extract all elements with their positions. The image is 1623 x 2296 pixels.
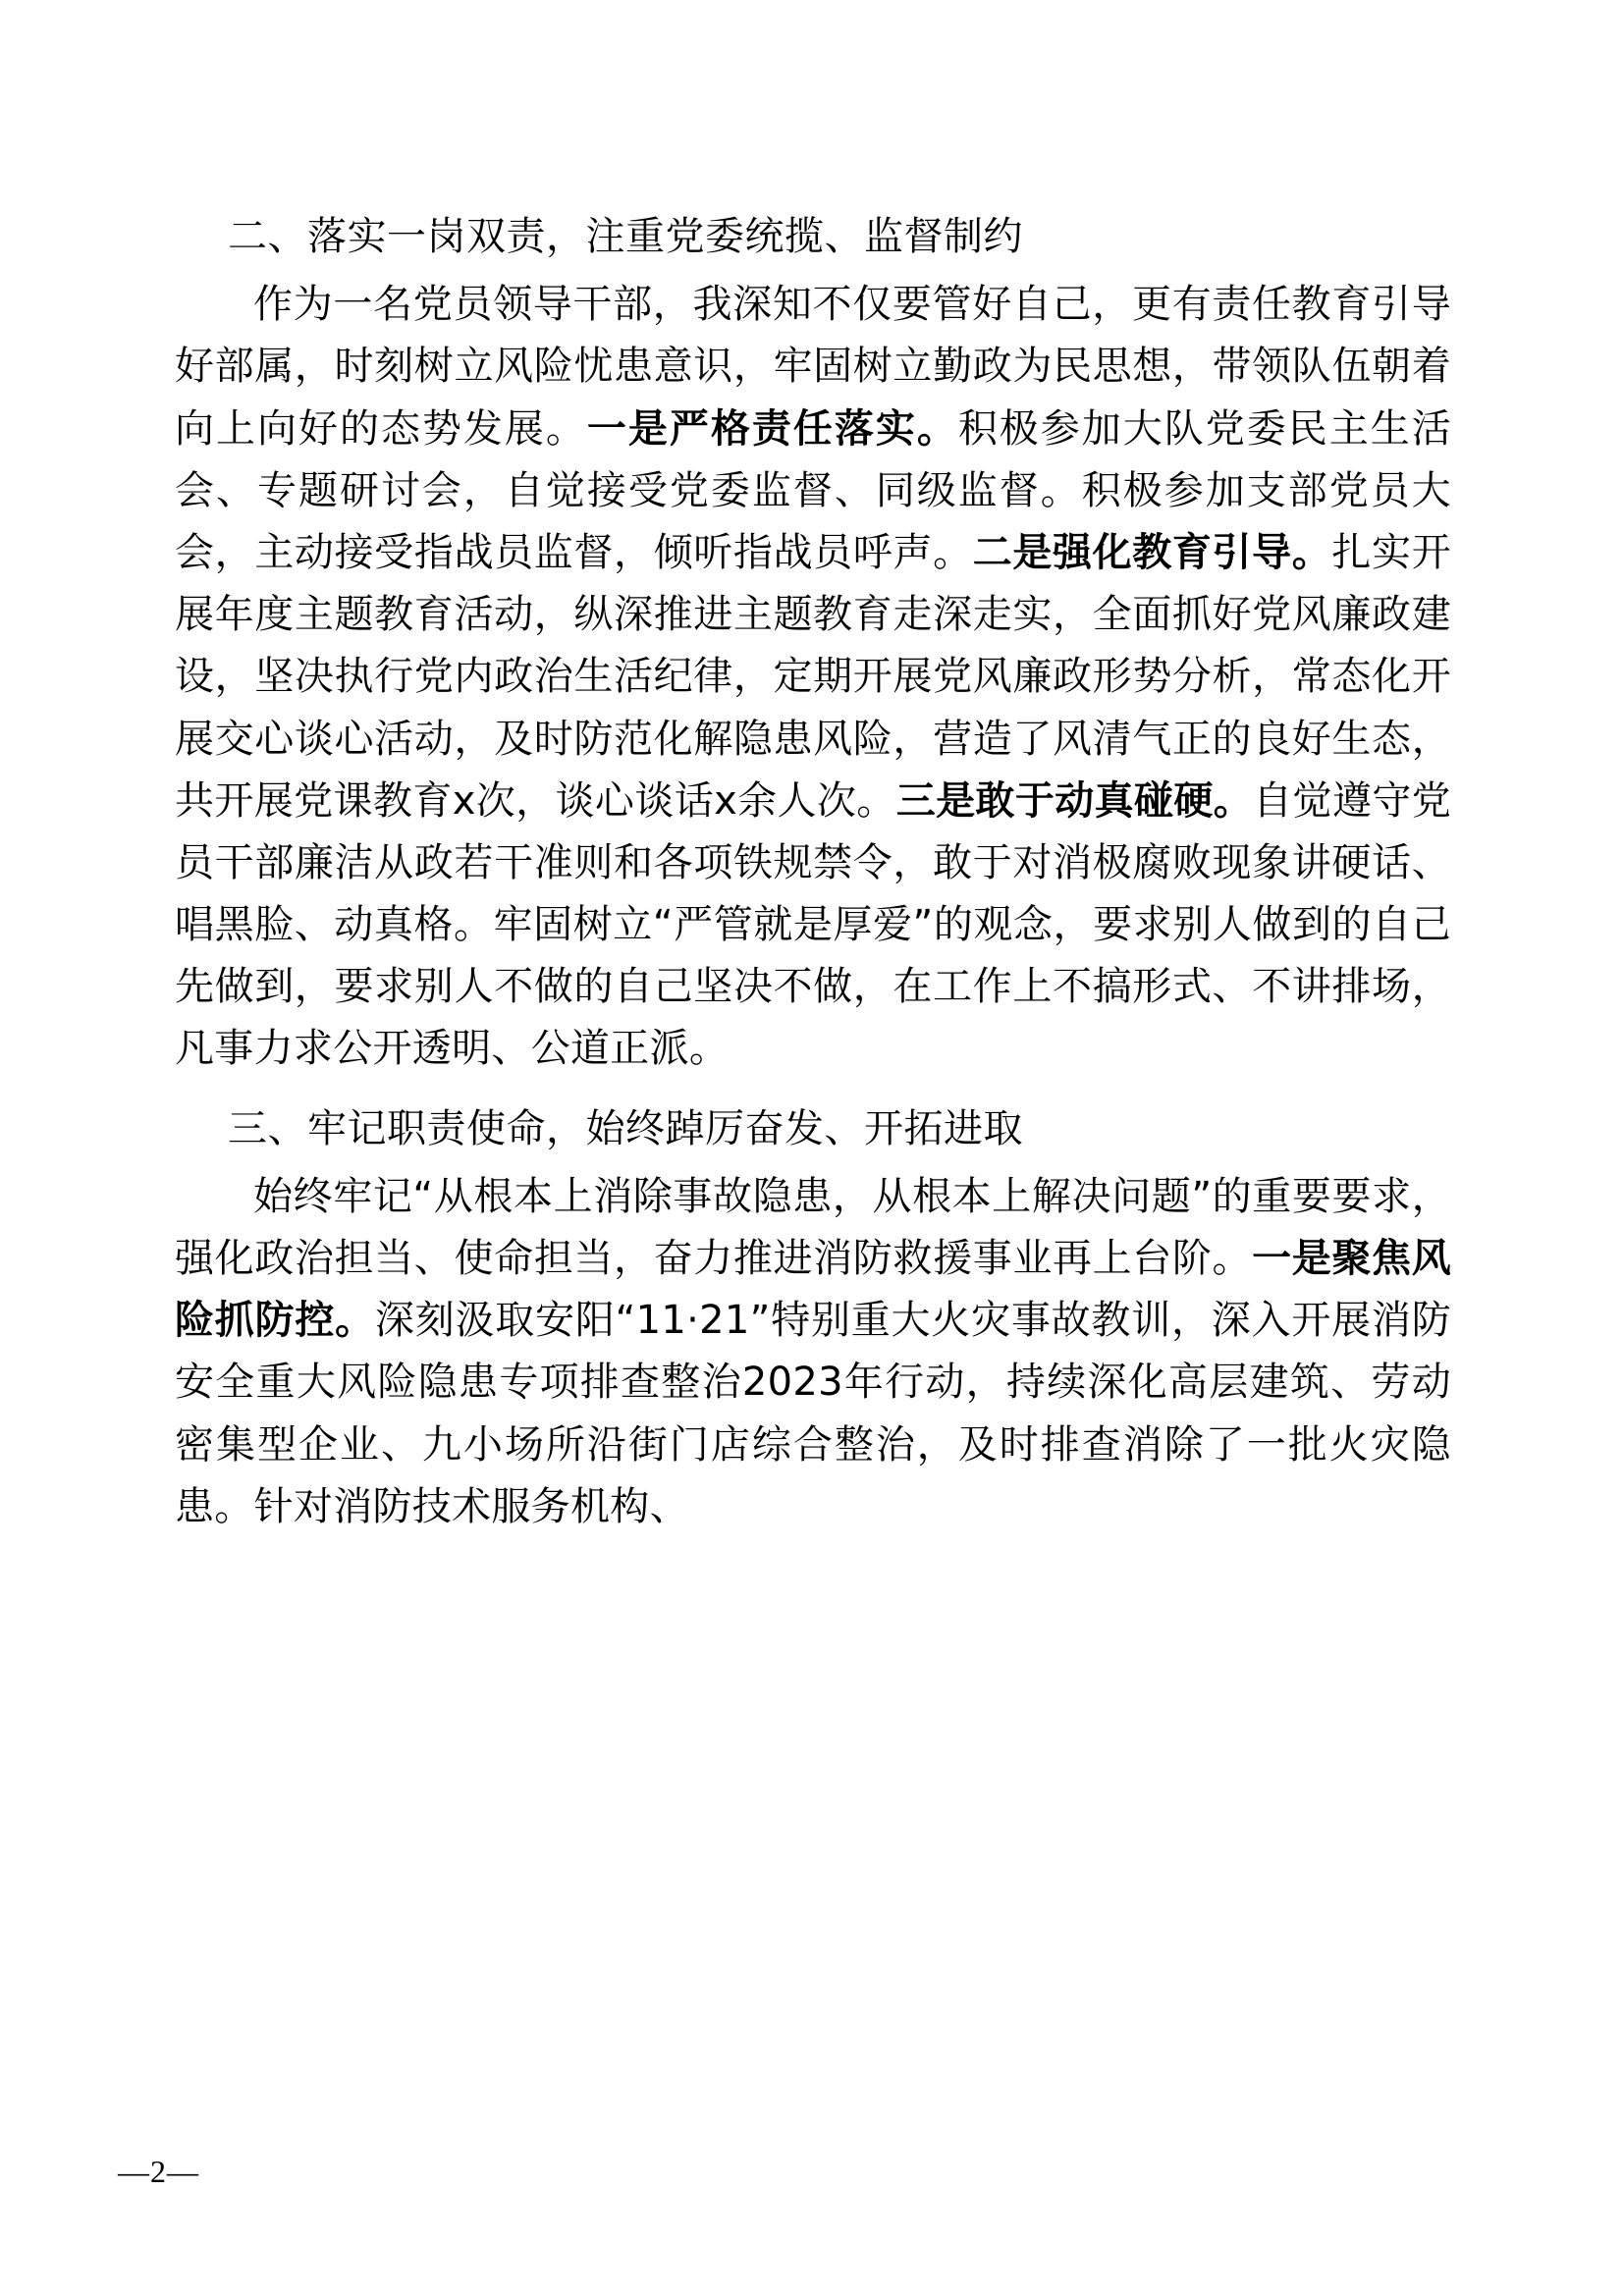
section-paragraph-three xyxy=(175,1166,1451,1538)
document-body xyxy=(175,206,1451,1542)
text-run: 深刻汲取安阳“11·21”特别重大火灾事故教训，深入开展消防安全重大风险隐患专项排查整治2023年行动，持续深化高层建筑、劳动密集型企业、九小场所沿街门店综合整治，及时排查消除了一批火灾隐患。针对消防技术服务机构、 xyxy=(175,1298,1451,1529)
section-paragraph-two xyxy=(175,274,1451,1080)
text-run: 作为一名党员领导干部，我深知不仅要管好自己，更有责任教育引导好部属，时刻树立风险忧患意识，牢固树立勤政为民思想，带领队伍朝着向上向好的态势发展。 xyxy=(175,282,1451,452)
page-number: —2— xyxy=(118,2154,199,2189)
text-run: 自觉遵守党员干部廉洁从政若干准则和各项铁规禁令，敢于对消极腐败现象讲硬话、唱黑脸、动真格。牢固树立“严管就是厚爱”的观念，要求别人做到的自己先做到，要求别人不做的自己坚决不做，在工作上不搞形式、不讲排场，凡事力求公开透明、公道正派。 xyxy=(175,777,1452,1072)
text-run: 扎实开展年度主题教育活动，纵深推进主题教育走深走实，全面抓好党风廉政建设，坚决执行党内政治生活纪律，定期开展党风廉政形势分析，常态化开展交心谈心活动，及时防范化解隐患风险，营造了风清气正的良好生态，共开展党课教育x次，谈心谈话x余人次。 xyxy=(175,529,1451,824)
text-run: 始终牢记“从根本上消除事故隐患，从根本上解决问题”的重要要求，强化政治担当、使命担当，奋力推进消防救援事业再上台阶。 xyxy=(175,1173,1451,1281)
emphasis-run: 一是严格责任落实。 xyxy=(586,405,958,452)
emphasis-run: 一是聚焦风险抓防控。 xyxy=(175,1236,1451,1344)
section-heading-two: 二、落实一岗双责，注重党委统揽、监督制约 xyxy=(228,214,1023,259)
section-spacer xyxy=(175,1085,1451,1098)
emphasis-run: 三是敢于动真碰硬。 xyxy=(895,777,1254,824)
emphasis-run: 二是强化教育引导。 xyxy=(972,529,1332,575)
section-heading-three: 三、牢记职责使命，始终踔厉奋发、开拓进取 xyxy=(228,1105,1023,1151)
text-run: 积极参加大队党委民主生活会、专题研讨会，自觉接受党委监督、同级监督。积极参加支部党员大会，主动接受指战员监督，倾听指战员呼声。 xyxy=(175,405,1451,575)
